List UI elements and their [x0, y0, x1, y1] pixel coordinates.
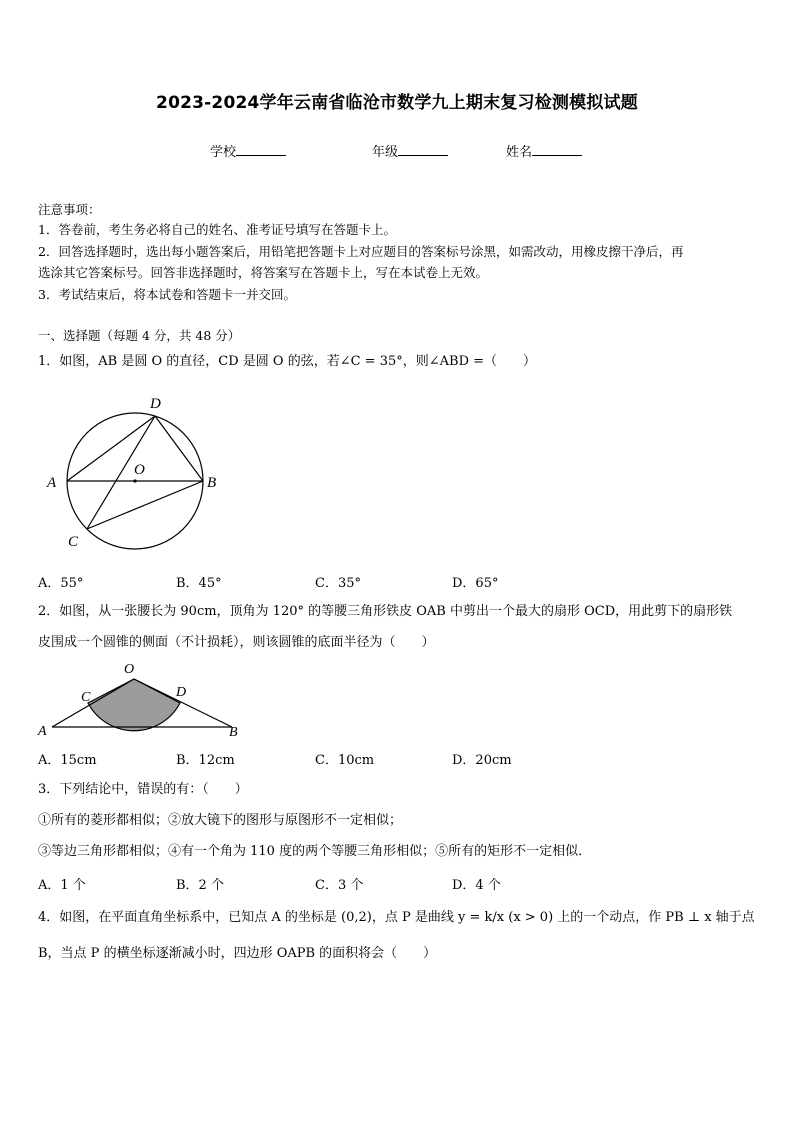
grade-blank — [398, 143, 448, 156]
center-point — [133, 479, 136, 482]
q1-option-d: D．65° — [452, 576, 499, 591]
school-label: 学校 — [210, 145, 237, 160]
label-o: O — [134, 462, 145, 478]
label-b: B — [207, 475, 217, 491]
q2-option-c: C．10cm — [315, 753, 375, 768]
q4-stem-line2: B，当点 P 的横坐标逐渐减小时，四边形 OAPB 的面积将会（ ） — [38, 946, 437, 961]
grade-field — [372, 141, 448, 160]
q2-option-b: B．12cm — [176, 753, 235, 768]
q3-line1: ①所有的菱形都相似；②放大镜下的图形与原图形不一定相似； — [38, 813, 403, 828]
q3-stem: 3．下列结论中，错误的有：（ ） — [38, 782, 248, 797]
school-field — [210, 141, 286, 160]
section-heading: 一、选择题（每题 4 分，共 48 分） — [38, 328, 241, 343]
q2-sector-figure — [34, 658, 249, 738]
label-d: D — [150, 396, 161, 412]
q1-option-a: A．55° — [38, 576, 84, 591]
label-b: B — [229, 725, 238, 738]
note-item-2: 2．回答选择题时，选出每小题答案后，用铅笔把答题卡上对应题目的答案标号涂黑，如需改动，用橡皮擦干净后，再 — [38, 244, 684, 259]
q2-option-a: A．15cm — [38, 753, 97, 768]
q2-stem-line2: 皮围成一个圆锥的侧面（不计损耗），则该圆锥的底面半径为（ ） — [38, 635, 435, 650]
q1-stem: 1．如图，AB 是圆 O 的直径，CD 是圆 O 的弦，若∠C = 35°，则∠ABD =（ ） — [38, 354, 537, 369]
q4-stem-line1: 4．如图，在平面直角坐标系中，已知点 A 的坐标是 (0,2)，点 P 是曲线 y = k/x (x > 0) 上的一个动点，作 PB ⊥ x 轴于点 — [38, 910, 755, 925]
q3-option-c: C．3 个 — [315, 878, 364, 893]
note-item-1: 1．答卷前，考生务必将自己的姓名、准考证号填写在答题卡上。 — [38, 222, 396, 237]
q3-option-b: B．2 个 — [176, 878, 224, 893]
notes-heading: 注意事项： — [38, 202, 101, 217]
q3-option-a: A．1 个 — [38, 878, 86, 893]
q1-option-b: B．45° — [176, 576, 222, 591]
q2-option-d: D．20cm — [452, 753, 512, 768]
school-blank — [236, 143, 286, 156]
note-item-2-cont: 选涂其它答案标号。回答非选择题时，将答案写在答题卡上，写在本试卷上无效。 — [38, 265, 489, 280]
sector-ocd — [88, 679, 180, 731]
q3-line2: ③等边三角形都相似；④有一个角为 110 度的两个等腰三角形相似；⑤所有的矩形不一定相似． — [38, 844, 592, 859]
label-d: D — [176, 685, 187, 700]
name-label: 姓名 — [506, 145, 533, 160]
name-field — [506, 141, 582, 160]
q1-circle-figure — [40, 388, 230, 553]
q1-option-c: C．35° — [315, 576, 361, 591]
label-c: C — [68, 534, 79, 550]
q3-option-d: D．4 个 — [452, 878, 501, 893]
label-c: C — [81, 690, 91, 705]
name-blank — [532, 143, 582, 156]
label-a: A — [47, 475, 57, 491]
q2-stem-line1: 2．如图，从一张腰长为 90cm，顶角为 120° 的等腰三角形铁皮 OAB 中剪出一个最大的扇形 OCD，用此剪下的扇形铁 — [38, 604, 733, 619]
segment-cb — [87, 481, 203, 529]
label-a: A — [38, 724, 47, 738]
grade-label: 年级 — [372, 145, 399, 160]
label-o: O — [124, 662, 135, 677]
note-item-3: 3．考试结束后，将本试卷和答题卡一并交回。 — [38, 287, 296, 302]
segment-db — [155, 416, 203, 481]
page-title: 2023-2024学年云南省临沧市数学九上期末复习检测模拟试题 — [156, 93, 638, 113]
